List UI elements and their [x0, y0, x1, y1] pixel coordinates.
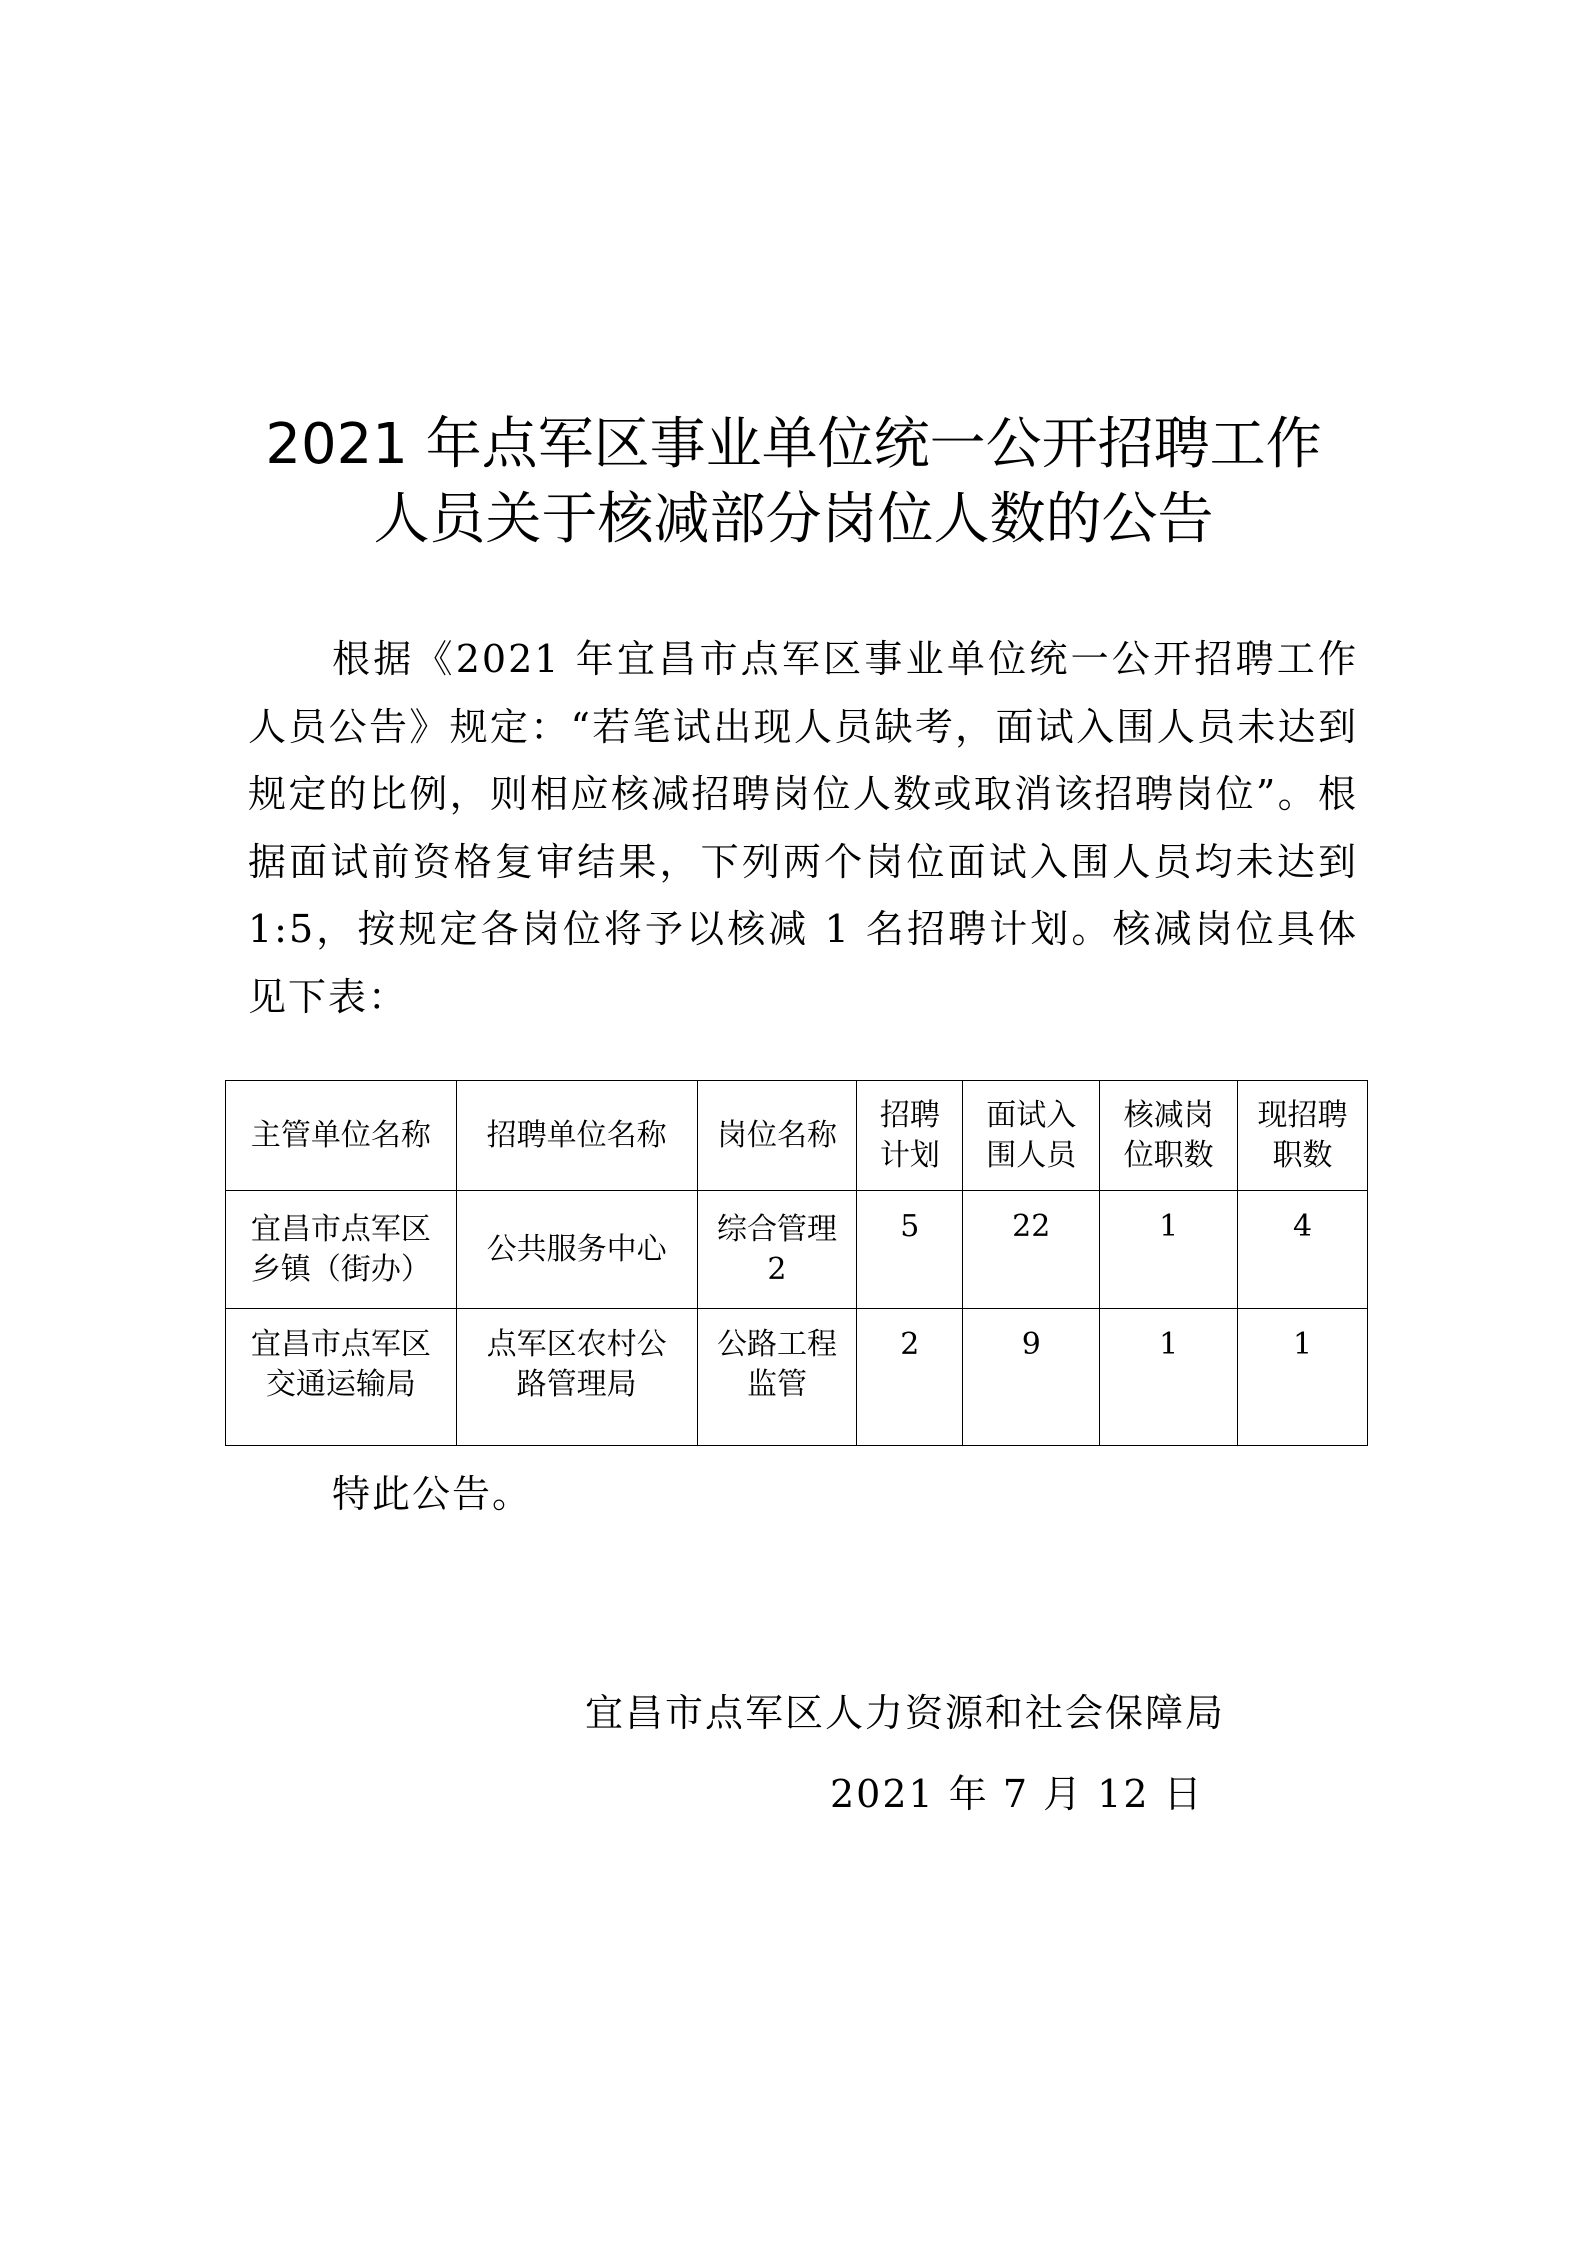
cell-reduced: 1	[1100, 1309, 1238, 1446]
table-row	[226, 1309, 1368, 1446]
cell-supervisor: 宜昌市点军区 交通运输局	[226, 1309, 457, 1446]
closing-remark: 特此公告。	[332, 1472, 533, 1516]
document-title-line-1: 2021 年点军区事业单位统一公开招聘工作	[265, 412, 1322, 477]
cell-recruiting-unit: 公共服务中心	[456, 1191, 697, 1309]
header-supervisor: 主管单位名称	[226, 1081, 457, 1191]
table-header-row	[226, 1081, 1368, 1191]
cell-plan: 5	[857, 1191, 963, 1309]
header-recruiting-unit: 招聘单位名称	[456, 1081, 697, 1191]
cell-position: 公路工程 监管	[697, 1309, 857, 1446]
cell-interviewees: 9	[963, 1309, 1100, 1446]
header-reduced: 核减岗 位职数	[1100, 1081, 1238, 1191]
announcement-body: 根据《2021 年宜昌市点军区事业单位统一公开招聘工作人员公告》规定：“若笔试出现人员缺考，面试入围人员未达到规定的比例，则相应核减招聘岗位人数或取消该招聘岗位”。根据面试前资格复审结果，下列两个岗位面试入围人员均未达到 1:5，按规定各岗位将予以核减 1 名招聘计划。核减岗位具体见下表：	[248, 637, 1358, 1019]
reduced-positions-table	[225, 1080, 1368, 1446]
header-interviewees: 面试入 围人员	[963, 1081, 1100, 1191]
cell-current: 4	[1238, 1191, 1368, 1309]
header-current: 现招聘 职数	[1238, 1081, 1368, 1191]
cell-reduced: 1	[1100, 1191, 1238, 1309]
issue-date: 2021 年 7 月 12 日	[830, 1772, 1204, 1816]
cell-plan: 2	[857, 1309, 963, 1446]
cell-interviewees: 22	[963, 1191, 1100, 1309]
cell-position: 综合管理 2	[697, 1191, 857, 1309]
document-title-line-2: 人员关于核减部分岗位人数的公告	[373, 487, 1214, 552]
header-position: 岗位名称	[697, 1081, 857, 1191]
cell-supervisor: 宜昌市点军区 乡镇（街办）	[226, 1191, 457, 1309]
cell-current: 1	[1238, 1309, 1368, 1446]
issuing-authority: 宜昌市点军区人力资源和社会保障局	[585, 1691, 1226, 1735]
cell-recruiting-unit: 点军区农村公 路管理局	[456, 1309, 697, 1446]
table-row	[226, 1191, 1368, 1309]
header-plan: 招聘 计划	[857, 1081, 963, 1191]
